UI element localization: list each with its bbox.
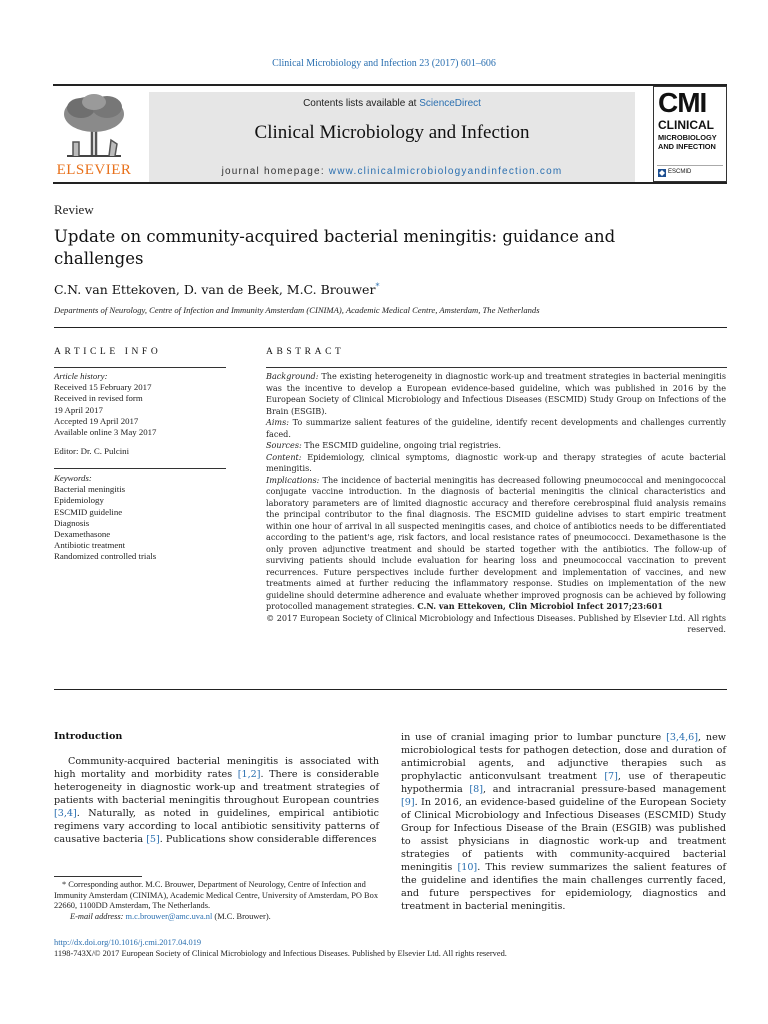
reference-link[interactable]: [7] (604, 771, 618, 782)
keyword-item[interactable]: Epidemiology (54, 495, 104, 506)
cover-microbiology-text: MICROBIOLOGY (658, 133, 717, 142)
keyword-item[interactable]: Diagnosis (54, 517, 90, 528)
intro-text: . In 2016, an evidence-based guideline of the European Society of Clinical Microbiology and Infectious Diseases (ESCMID) Study Group for Infectious Disease of the Brain (ESGIB) was published to assist physicians in diagnostic work-up and treatment strategies of patients with community-acquired bacterial meningitis (401, 797, 726, 873)
journal-reference[interactable]: Clinical Microbiology and Infection 23 (2017) 601–606 (272, 58, 496, 69)
implications-label: Implications: (266, 474, 320, 485)
introduction-heading: Introduction (54, 731, 123, 742)
intro-text: in use of cranial imaging prior to lumbar puncture (401, 732, 667, 743)
reference-link[interactable]: [1,2] (237, 769, 261, 780)
cover-society-text: ESCMID (668, 169, 692, 175)
editor: Editor: Dr. C. Pulcini (54, 446, 130, 456)
keyword-item[interactable]: ESCMID guideline (54, 506, 123, 517)
article-info-rule (54, 367, 226, 368)
title-divider (54, 327, 727, 328)
affiliation: Departments of Neurology, Centre of Infection and Immunity Amsterdam (CINIMA), Academic Medical Centre, Amsterdam, The Netherlands (54, 305, 540, 315)
implications-text: The incidence of bacterial meningitis has decreased following pneumococcal and meningococcal conjugate vaccine introduction. In the diagnosis of bacterial meningitis the clinical characteristics and laboratory parameters are of limited diagnostic accuracy and therefore cerebrospinal fluid analysis remains the principal contributor to the final diagnosis. The ESCMID guideline advises to start empiric treatment within one hour of arrival in all suspected meningitis cases, and choice of antibiotics needs to be differentiated according to the patient's age, risk factors, and local resistance rates of pneumococci. Dexamethasone is the only proven adjunctive treatment and should be started together with the antibiotics. The follow-up of surviving patients should include evaluation for hearing loss and pneumococcal vaccination to prevent recurrences. Future perspectives include further development and implementation of vaccines, and new treatments aimed at further reducing the inflammatory response. Studies on implementation of the new guideline should determine adherence and evaluate whether improved prognosis can be achieved by following protocolled management strategies. (266, 474, 726, 611)
email-label: E-mail address: (70, 911, 124, 921)
elsevier-wordmark: ELSEVIER (56, 162, 132, 178)
cover-clinical-text: CLINICAL (658, 118, 714, 132)
intro-left-column (54, 755, 379, 846)
corresponding-author-footnote (54, 880, 379, 922)
abstract-body (266, 371, 726, 636)
email-link[interactable]: m.c.brouwer@amc.uva.nl (125, 911, 213, 921)
intro-text: . There is considerable heterogeneity in diagnostic work-up and treatment strategies of patients with bacterial meningitis throughout European countries (54, 769, 380, 806)
history-item: Accepted 19 April 2017 (54, 415, 139, 426)
reference-link[interactable]: [5] (146, 834, 160, 845)
journal-title-box (149, 92, 635, 182)
cover-subtitle (658, 133, 717, 151)
history-item: Received in revised form (54, 393, 143, 404)
content-label: Content: (266, 451, 302, 462)
intro-text: . Naturally, as noted in guidelines, empirical antibiotic regimens vary according to local antibiotic sensitivity patterns of causative bacteria (54, 808, 379, 845)
issn-copyright: 1198-743X/© 2017 European Society of Clinical Microbiology and Infectious Diseases. Published by Elsevier Ltd. All rights reserved. (54, 949, 507, 958)
abstract-aims (266, 417, 726, 440)
background-text: The existing heterogeneity in diagnostic work-up and treatment strategies in bacterial meningitis was the incentive to develop a European evidence-based guideline, which was published in 2016 by the European Society of Clinical Microbiology and Infectious Diseases (ESCMID) Study Group on Infections of the Brain (ESGIB). (266, 371, 726, 416)
background-label: Background: (266, 371, 319, 381)
abstract-rule (266, 367, 727, 368)
sciencedirect-link[interactable]: ScienceDirect (419, 98, 481, 109)
journal-cover[interactable] (653, 86, 727, 182)
cover-and-infection-text: AND INFECTION (658, 142, 716, 151)
abstract-sources (266, 440, 726, 452)
keyword-item[interactable]: Dexamethasone (54, 529, 111, 540)
corresponding-author-link[interactable]: * (375, 282, 380, 291)
email-line (54, 912, 379, 923)
history-item: Available online 3 May 2017 (54, 427, 157, 438)
journal-banner (53, 86, 727, 182)
history-item: Received 15 February 2017 (54, 382, 152, 393)
homepage-prefix: journal homepage: (221, 166, 329, 177)
abstract-citation: C.N. van Ettekoven, Clin Microbiol Infect 2017;23:601 (417, 601, 664, 611)
keyword-item[interactable]: Antibiotic treatment (54, 540, 126, 551)
history-label: Article history: (54, 371, 108, 381)
reference-link[interactable]: [9] (401, 797, 415, 808)
keyword-item[interactable]: Randomized controlled trials (54, 551, 157, 562)
intro-text: , new microbiological tests for pathogen detection, dose and duration of antimicrobial agents, and adjunctive therapies such as prophylactic anticonvulsant treatment (401, 732, 726, 782)
abstract-content (266, 452, 726, 475)
footnote-mark: * (62, 880, 69, 889)
intro-text: Community-acquired bacterial meningitis is associated with high mortality and morbidity rates (54, 756, 379, 780)
author-list (54, 282, 379, 297)
abstract-background (266, 371, 726, 417)
intro-text: . This review summarizes the salient features of the guideline and identifies the main challenges currently faced, and future perspectives for epidemiology, diagnostics and treatment in bacterial meningitis. (401, 862, 726, 912)
article-history (54, 371, 226, 438)
footnote-text: Corresponding author. M.C. Brouwer, Department of Neurology, Centre of Infection and Immunity Amsterdam (CINIMA), Academic Medical Centre, University of Amsterdam, PO Box 22660, 1100DD Amsterdam, The Netherlands. (54, 880, 379, 910)
doi-link[interactable]: http://dx.doi.org/10.1016/j.cmi.2017.04.019 (54, 938, 202, 947)
keyword-item[interactable]: Bacterial meningitis (54, 484, 126, 495)
cover-cmi-text: CMI (658, 87, 707, 118)
abstract-heading: ABSTRACT (266, 347, 345, 357)
cover-society (657, 165, 723, 179)
history-item: 19 April 2017 (54, 404, 103, 415)
article-title: Update on community-acquired bacterial meningitis: guidance and challenges (54, 227, 616, 268)
journal-title: Clinical Microbiology and Infection (254, 122, 530, 143)
article-type: Review (54, 202, 94, 217)
contents-line (149, 98, 635, 109)
abstract-implications (266, 475, 726, 613)
sources-label: Sources: (266, 440, 302, 450)
content-text: Epidemiology, clinical symptoms, diagnostic work-up and therapy strategies of acute bacterial meningitis. (266, 451, 726, 473)
reference-link[interactable]: [8] (469, 784, 484, 795)
article-info-heading: ARTICLE INFO (54, 347, 162, 357)
email-suffix: (M.C. Brouwer). (212, 911, 271, 921)
reference-link[interactable]: [3,4,6] (666, 732, 698, 743)
authors-text: C.N. van Ettekoven, D. van de Beek, M.C. Brouwer (54, 282, 376, 298)
intro-text: , and intracranial pressure-based management (483, 784, 726, 795)
keywords-rule (54, 468, 226, 469)
intro-right-column (401, 731, 726, 913)
homepage-line (149, 166, 635, 177)
abstract-divider (54, 689, 727, 690)
elsevier-tree-icon (59, 92, 129, 158)
aims-text: To summarize salient features of the guideline, identify recent developments and challenges currently faced. (266, 417, 726, 439)
intro-text: , use of therapeutic hypothermia (401, 771, 726, 795)
keywords-label: Keywords: (54, 473, 92, 483)
elsevier-logo[interactable] (53, 92, 135, 180)
intro-text: . Publications show considerable differences (159, 834, 377, 845)
escmid-icon (658, 169, 666, 177)
homepage-link[interactable]: www.clinicalmicrobiologyandinfection.com (328, 166, 563, 177)
footnote-rule (54, 876, 142, 877)
keywords (54, 473, 226, 563)
contents-prefix: Contents lists available at (303, 98, 420, 109)
header-bottom-rule (53, 182, 727, 184)
aims-label: Aims: (266, 417, 289, 427)
reference-link[interactable]: [10] (457, 862, 478, 873)
abstract-copyright: © 2017 European Society of Clinical Microbiology and Infectious Diseases. Published by Elsevier Ltd. All rights reserved. (266, 612, 726, 634)
sources-text: The ESCMID guideline, ongoing trial registries. (301, 440, 501, 450)
reference-link[interactable]: [3,4] (54, 808, 77, 819)
